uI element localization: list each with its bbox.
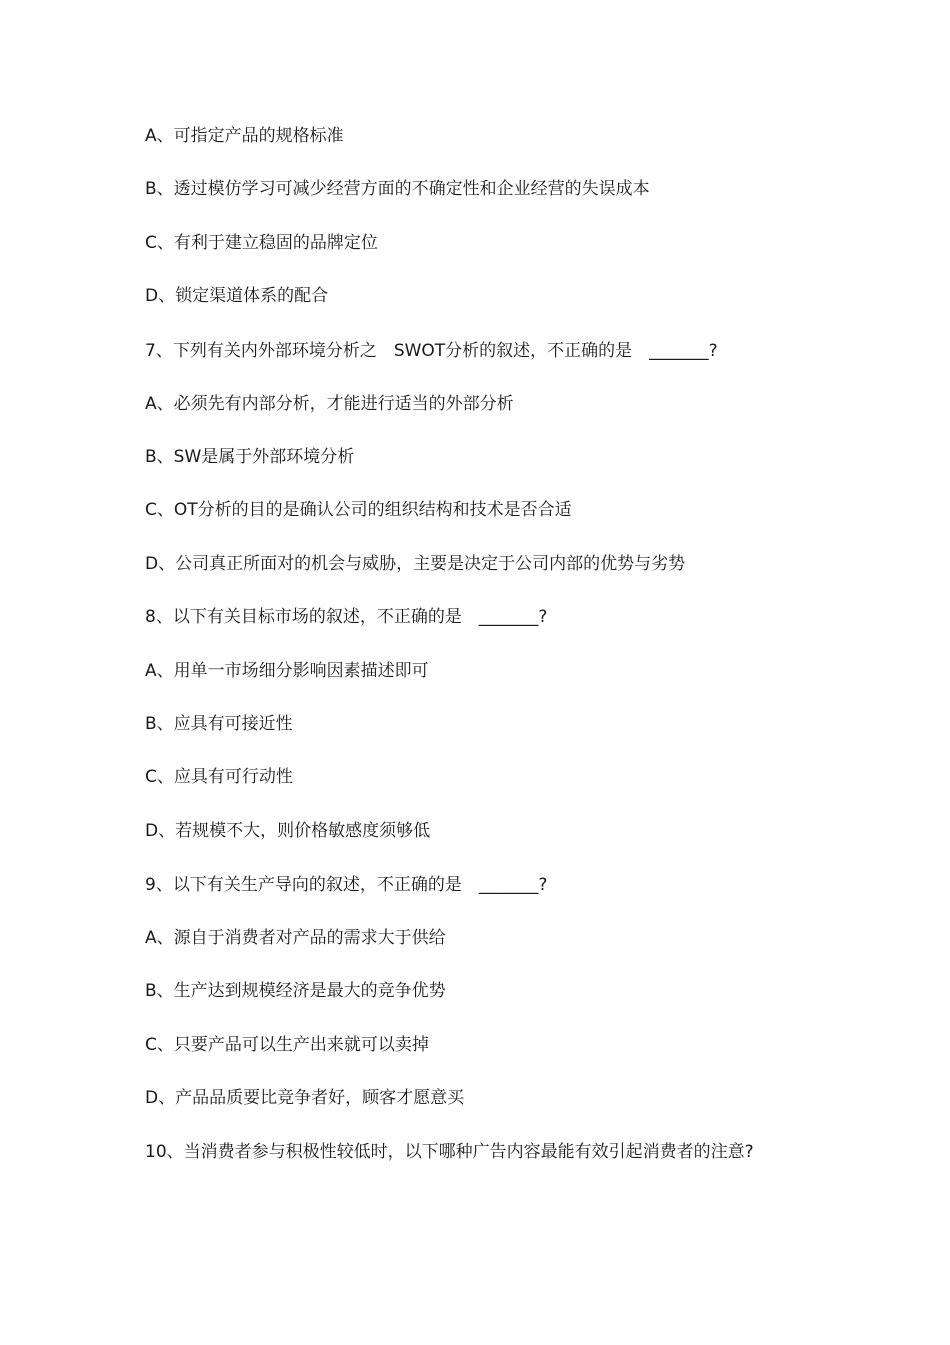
q10-question: 10、当消费者参与积极性较低时，以下哪种广告内容最能有效引起消费者的注意? — [145, 1142, 754, 1162]
q8-option-d: D、若规模不大，则价格敏感度须够低 — [145, 821, 431, 841]
q8-option-a: A、用单一市场细分影响因素描述即可 — [145, 661, 429, 681]
q6-option-c: C、有利于建立稳固的品牌定位 — [145, 233, 378, 253]
q9-option-a: A、源自于消费者对产品的需求大于供给 — [145, 928, 446, 948]
q9-question: 9、以下有关生产导向的叙述，不正确的是 _______? — [145, 875, 548, 895]
q9-option-d: D、产品品质要比竞争者好，顾客才愿意买 — [145, 1088, 465, 1108]
q7-option-b: B、SW是属于外部环境分析 — [145, 447, 355, 467]
q7-question: 7、下列有关内外部环境分析之 SWOT分析的叙述，不正确的是 _______? — [145, 341, 718, 361]
q8-option-c: C、应具有可行动性 — [145, 767, 293, 787]
q6-option-d: D、锁定渠道体系的配合 — [145, 286, 329, 306]
q9-option-b: B、生产达到规模经济是最大的竞争优势 — [145, 981, 446, 1001]
q7-option-a: A、必须先有内部分析，才能进行适当的外部分析 — [145, 394, 514, 414]
q8-question: 8、以下有关目标市场的叙述，不正确的是 _______? — [145, 607, 548, 627]
q8-option-b: B、应具有可接近性 — [145, 714, 293, 734]
q6-option-a: A、可指定产品的规格标准 — [145, 126, 344, 146]
q7-option-c: C、OT分析的目的是确认公司的组织结构和技术是否合适 — [145, 500, 572, 520]
q6-option-b: B、透过模仿学习可减少经营方面的不确定性和企业经营的失误成本 — [145, 179, 650, 199]
q7-option-d: D、公司真正所面对的机会与威胁，主要是决定于公司内部的优势与劣势 — [145, 554, 686, 574]
q9-option-c: C、只要产品可以生产出来就可以卖掉 — [145, 1035, 429, 1055]
